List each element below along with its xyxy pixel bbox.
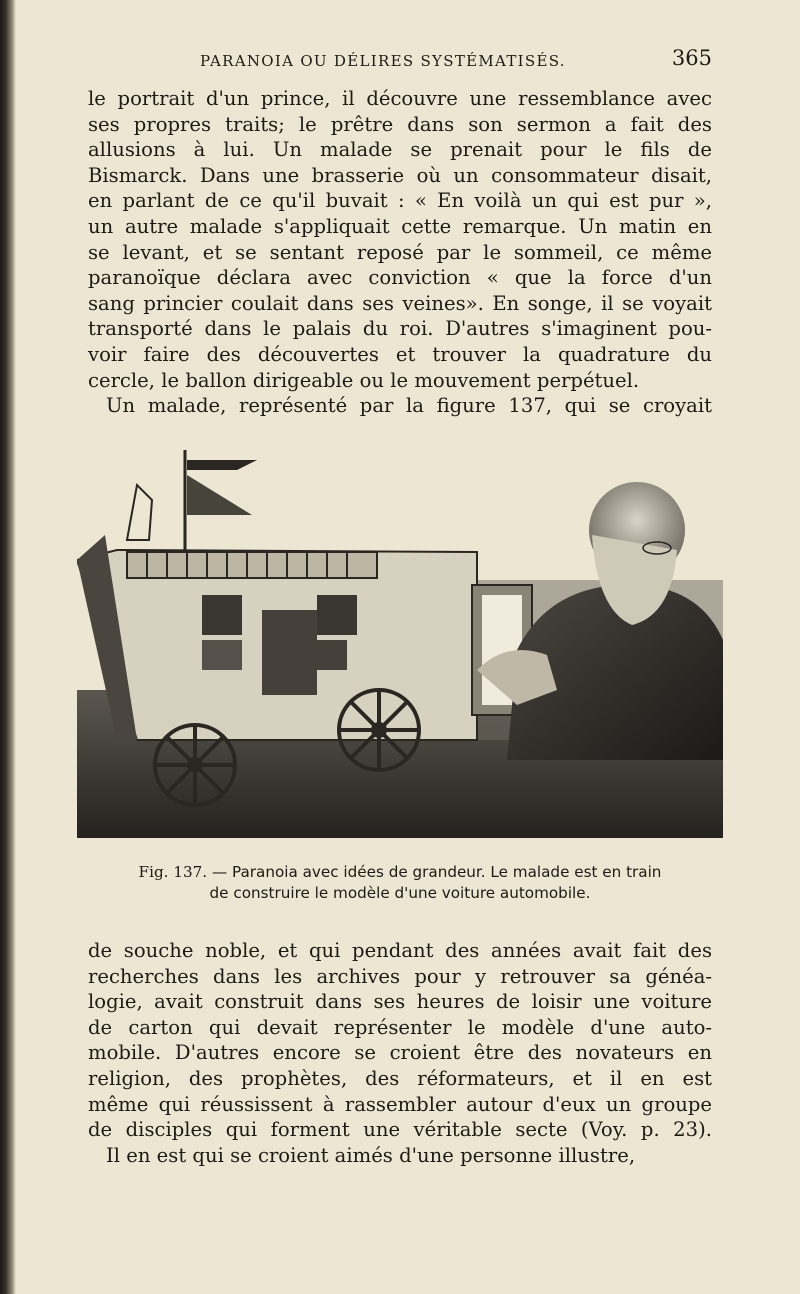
cardboard-carriage-icon [77, 535, 532, 740]
text-line: se levant, et se sentant reposé par le sommeil, ce même [88, 240, 712, 264]
page-header [88, 46, 712, 76]
figure-label: Fig. 137. [138, 863, 208, 881]
wheel-right-icon [339, 690, 419, 770]
text-line: transporté dans le palais du roi. D'autres s'imaginent pou- [88, 317, 712, 341]
text-line: de souche noble, et qui pendant des années avait fait des [88, 939, 712, 962]
wheel-left-icon [155, 725, 235, 805]
figure-photo [77, 440, 723, 838]
paragraph-bottom [88, 938, 712, 1168]
text-line: Un malade, représenté par la figure 137, qui se croyait [106, 394, 712, 418]
running-title: PARANOIA OU DÉLIRES SYSTÉMATISÉS. [200, 52, 566, 70]
text-line: religion, des prophètes, des réformateurs, et il en est [88, 1066, 712, 1090]
text-line: mobile. D'autres encore se croient être des novateurs en [88, 1041, 712, 1065]
text-line: sang princier coulait dans ses veines». En songe, il se voyait [88, 291, 712, 315]
text-line: allusions à lui. Un malade se prenait pour le fils de [88, 138, 712, 162]
text-line: voir faire des découvertes et trouver la quadrature du [88, 342, 712, 366]
text-line: ses propres traits; le prêtre dans son sermon a fait des [88, 112, 712, 136]
text-line: Bismarck. Dans une brasserie où un consommateur disait, [88, 163, 712, 187]
photo-illustration [77, 440, 723, 838]
text-line: en parlant de ce qu'il buvait : « En voilà un qui est pur », [88, 189, 712, 213]
book-spine-shadow [0, 0, 16, 1294]
text-line: paranoïque déclara avec conviction « que la force d'un [88, 266, 712, 290]
text-line: même qui réussissent à rassembler autour d'eux un groupe [88, 1092, 712, 1116]
paragraph-top [88, 86, 712, 419]
page-number: 365 [671, 46, 712, 70]
text-line: logie, avait construit dans ses heures de loisir une voiture [88, 990, 712, 1014]
text-line: un autre malade s'appliquait cette remarque. Un matin en [88, 214, 712, 238]
caption-line: de construire le modèle d'une voiture automobile. [209, 884, 591, 902]
text-line: de disciples qui forment une véritable secte (Voy. p. 23). [88, 1118, 712, 1142]
figure-caption [82, 862, 718, 904]
caption-line [82, 862, 718, 883]
text-line: Il en est qui se croient aimés d'une personne illustre, [106, 1143, 636, 1167]
text-line: le portrait d'un prince, il découvre une ressemblance avec [88, 87, 712, 110]
text-line: de carton qui devait représenter le modèle d'une auto- [88, 1015, 712, 1039]
text-line: cercle, le ballon dirigeable ou le mouvement perpétuel. [88, 368, 640, 392]
text-line: recherches dans les archives pour y retrouver sa généa- [88, 964, 712, 988]
caption-text: — Paranoia avec idées de grandeur. Le malade est en train [207, 863, 662, 881]
